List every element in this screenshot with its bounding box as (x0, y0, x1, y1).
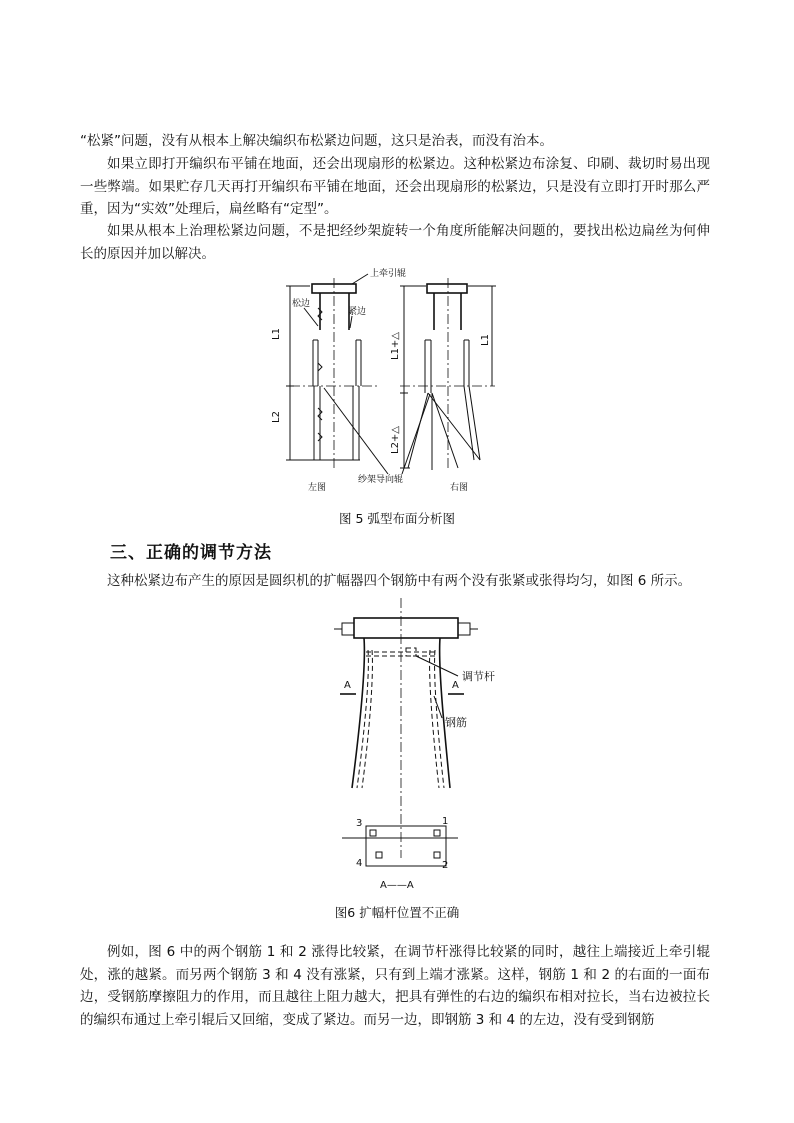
figure-5-diagram (270, 268, 530, 500)
section-heading: 三、正确的调节方法 (110, 543, 272, 563)
label-section-a-right: A (452, 680, 459, 691)
label-left-view: 左图 (308, 483, 327, 493)
paragraph-cause: 这种松紧边布产生的原因是圆织机的扩幅器四个钢筋中有两个没有张紧或张得均匀，如图 6 所示。 (107, 573, 692, 589)
paragraph-intro-2: 如果立即打开编织布平铺在地面，还会出现扇形的松紧边。这种松紧边布涂复、印刷、裁切时易出现一些弊端。如果贮存几天再打开编织布平铺在地面，还会出现扇形的松紧边，只是没有立即打开时那么严重，因为“实效”处理后，扁丝略有“定型”。 (80, 156, 710, 217)
label-top-roller: 上牵引辊 (370, 269, 407, 279)
label-loose-edge: 松边 (292, 299, 311, 309)
label-section-aa: A——A (380, 880, 414, 891)
label-section-a-left: A (344, 680, 351, 691)
label-n1: 1 (442, 816, 449, 827)
figure-6-caption: 图6 扩幅杆位置不正确 (334, 905, 460, 920)
label-l1-right: L1 (480, 334, 491, 346)
label-tight-edge: 紧边 (348, 307, 367, 317)
figure-6-diagram (330, 596, 510, 896)
label-l1-delta: L1+△ (390, 331, 401, 360)
figure-5-caption: 图 5 弧型布面分析图 (339, 511, 455, 526)
label-n2: 2 (442, 860, 449, 871)
label-right-view: 右图 (450, 483, 469, 493)
right-top-roller (427, 284, 467, 293)
paragraph-intro-1: “松紧”问题，没有从根本上解决编织布松紧边问题，这只是治表，而没有治本。 (80, 133, 553, 149)
label-n4: 4 (356, 858, 363, 869)
label-guide-roller: 纱架导向辊 (358, 475, 404, 485)
paragraph-intro-3: 如果从根本上治理松紧边问题，不是把经纱架旋转一个角度所能解决问题的，要找出松边扁丝为何伸长的原因并加以解决。 (80, 223, 710, 262)
label-steel-bar: 钢筋 (445, 716, 467, 729)
paragraph-example: 例如，图 6 中的两个钢筋 1 和 2 涨得比较紧，在调节杆涨得比较紧的同时，越往上端接近上牵引辊处，涨的越紧。而另两个钢筋 3 和 4 没有涨紧，只有到上端才涨紧。这样，钢筋 1 和 2 的右面的一面布边，受钢筋摩擦阻力的作用，而且越往上阻力越大，把具有弹性的右边的编织布相对拉长，当右边被拉长的编织布通过上牵引辊后又回缩，变成了紧边。而另一边，即钢筋 3 和 4 的左边，没有受到钢筋 (80, 944, 710, 1028)
label-l1-left: L1 (271, 328, 282, 340)
label-adjust-rod: 调节杆 (462, 670, 495, 683)
fig6-top-roller (342, 623, 354, 635)
label-n3: 3 (356, 818, 363, 829)
label-l2-left: L2 (271, 411, 282, 423)
label-l2-delta: L2+△ (390, 425, 401, 454)
